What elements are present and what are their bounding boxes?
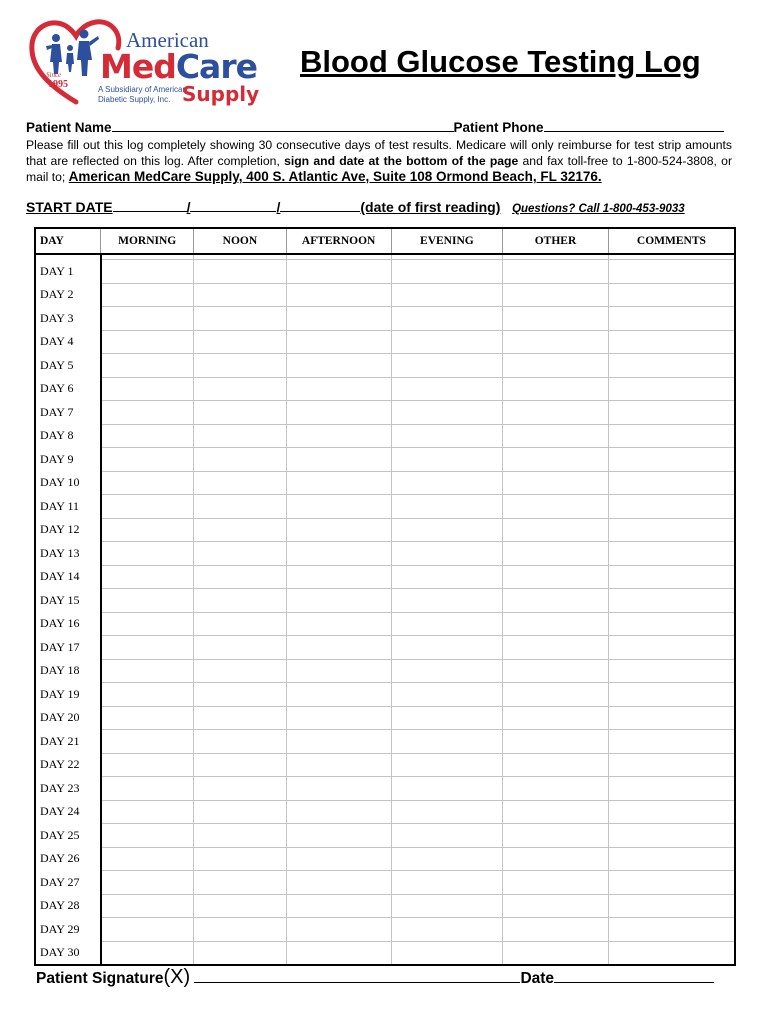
reading-cell[interactable]	[194, 659, 287, 683]
reading-cell[interactable]	[608, 730, 735, 754]
signature-field[interactable]	[194, 982, 520, 983]
questions-phone: Questions? Call 1-800-453-9033	[512, 203, 685, 215]
reading-cell[interactable]	[194, 847, 287, 871]
reading-cell[interactable]	[194, 542, 287, 566]
day-label-cell: DAY 25	[35, 824, 101, 848]
logo-medcare-text	[100, 47, 257, 86]
reading-cell[interactable]	[194, 471, 287, 495]
reading-cell[interactable]	[503, 448, 609, 472]
column-header: EVENING	[391, 228, 503, 254]
day-label-cell: DAY 28	[35, 894, 101, 918]
reading-cell[interactable]	[503, 565, 609, 589]
reading-cell[interactable]	[286, 800, 391, 824]
reading-cell[interactable]	[286, 824, 391, 848]
reading-cell[interactable]	[101, 612, 194, 636]
reading-cell[interactable]	[286, 941, 391, 965]
reading-cell[interactable]	[391, 636, 503, 660]
reading-cell[interactable]	[503, 871, 609, 895]
day-label-cell: DAY 22	[35, 753, 101, 777]
table-row	[35, 307, 735, 331]
start-date-day-field[interactable]	[190, 211, 276, 212]
table-row	[35, 753, 735, 777]
reading-cell[interactable]	[391, 941, 503, 965]
reading-cell[interactable]	[608, 518, 735, 542]
table-row	[35, 730, 735, 754]
reading-cell[interactable]	[503, 589, 609, 613]
table-row	[35, 824, 735, 848]
reading-cell[interactable]	[391, 659, 503, 683]
reading-cell[interactable]	[503, 777, 609, 801]
reading-cell[interactable]	[101, 518, 194, 542]
reading-cell[interactable]	[503, 518, 609, 542]
table-row	[35, 847, 735, 871]
reading-cell[interactable]	[194, 518, 287, 542]
day-label-cell: DAY 12	[35, 518, 101, 542]
table-row	[35, 260, 735, 284]
reading-cell[interactable]	[608, 260, 735, 284]
page-title: Blood Glucose Testing Log	[300, 44, 701, 79]
reading-cell[interactable]	[391, 518, 503, 542]
column-header: MORNING	[101, 228, 194, 254]
logo-american-text: American	[126, 28, 209, 52]
day-label-cell: DAY 30	[35, 941, 101, 965]
date-slash-2: /	[276, 199, 281, 215]
table-row	[35, 918, 735, 942]
reading-cell[interactable]	[286, 283, 391, 307]
table-row	[35, 589, 735, 613]
reading-cell[interactable]	[194, 260, 287, 284]
signature-label: Patient Signature	[36, 970, 164, 987]
reading-cell[interactable]	[503, 471, 609, 495]
reading-cell[interactable]	[194, 565, 287, 589]
reading-cell[interactable]	[194, 871, 287, 895]
table-row	[35, 354, 735, 378]
reading-cell[interactable]	[194, 683, 287, 707]
reading-cell[interactable]	[101, 377, 194, 401]
reading-cell[interactable]	[286, 307, 391, 331]
reading-cell[interactable]	[286, 894, 391, 918]
patient-phone-label: Patient Phone	[453, 120, 544, 135]
reading-cell[interactable]	[101, 401, 194, 425]
reading-cell[interactable]	[101, 847, 194, 871]
reading-cell[interactable]	[101, 706, 194, 730]
reading-cell[interactable]	[503, 283, 609, 307]
day-label-cell: DAY 29	[35, 918, 101, 942]
reading-cell[interactable]	[608, 871, 735, 895]
instructions-text-1: Please fill out this log completely showing 30 consecutive days of test results. Medicare will only reimburse for test strip amounts that are reflected on this log. After completion,	[26, 138, 732, 168]
reading-cell[interactable]	[391, 424, 503, 448]
reading-cell[interactable]	[391, 542, 503, 566]
reading-cell[interactable]	[391, 354, 503, 378]
table-row	[35, 659, 735, 683]
day-label-cell: DAY 5	[35, 354, 101, 378]
day-label-cell: DAY 20	[35, 706, 101, 730]
reading-cell[interactable]	[503, 377, 609, 401]
company-logo	[26, 14, 260, 106]
day-label-cell: DAY 1	[35, 260, 101, 284]
reading-cell[interactable]	[286, 589, 391, 613]
day-label-cell: DAY 8	[35, 424, 101, 448]
reading-cell[interactable]	[194, 330, 287, 354]
reading-cell[interactable]	[194, 918, 287, 942]
table-row	[35, 283, 735, 307]
column-header: DAY	[35, 228, 101, 254]
reading-cell[interactable]	[101, 307, 194, 331]
reading-cell[interactable]	[286, 260, 391, 284]
reading-cell[interactable]	[286, 918, 391, 942]
reading-cell[interactable]	[503, 730, 609, 754]
reading-cell[interactable]	[608, 542, 735, 566]
reading-cell[interactable]	[391, 753, 503, 777]
day-label-cell: DAY 10	[35, 471, 101, 495]
reading-cell[interactable]	[194, 800, 287, 824]
reading-cell[interactable]	[391, 471, 503, 495]
signature-date-field[interactable]	[554, 982, 714, 983]
column-header: COMMENTS	[608, 228, 735, 254]
reading-cell[interactable]	[101, 354, 194, 378]
reading-cell[interactable]	[503, 307, 609, 331]
day-label-cell: DAY 4	[35, 330, 101, 354]
reading-cell[interactable]	[391, 918, 503, 942]
reading-cell[interactable]	[391, 307, 503, 331]
reading-cell[interactable]	[286, 377, 391, 401]
reading-cell[interactable]	[391, 612, 503, 636]
day-label-cell: DAY 3	[35, 307, 101, 331]
reading-cell[interactable]	[286, 871, 391, 895]
logo-since-text: Since	[46, 71, 62, 79]
reading-cell[interactable]	[503, 753, 609, 777]
reading-cell[interactable]	[286, 636, 391, 660]
reading-cell[interactable]	[286, 401, 391, 425]
reading-cell[interactable]	[286, 847, 391, 871]
reading-cell[interactable]	[194, 824, 287, 848]
reading-cell[interactable]	[101, 589, 194, 613]
reading-cell[interactable]	[608, 589, 735, 613]
reading-cell[interactable]	[608, 636, 735, 660]
reading-cell[interactable]	[194, 941, 287, 965]
reading-cell[interactable]	[503, 683, 609, 707]
patient-name-label: Patient Name	[26, 120, 112, 135]
reading-cell[interactable]	[608, 659, 735, 683]
reading-cell[interactable]	[391, 777, 503, 801]
start-date-month-field[interactable]	[113, 211, 187, 212]
reading-cell[interactable]	[503, 659, 609, 683]
reading-cell[interactable]	[286, 706, 391, 730]
patient-phone-field[interactable]	[544, 131, 724, 132]
reading-cell[interactable]	[391, 260, 503, 284]
reading-cell[interactable]	[503, 424, 609, 448]
day-label-cell: DAY 21	[35, 730, 101, 754]
reading-cell[interactable]	[391, 894, 503, 918]
reading-cell[interactable]	[503, 260, 609, 284]
reading-cell[interactable]	[608, 471, 735, 495]
day-label-cell: DAY 26	[35, 847, 101, 871]
instructions-bold-text: sign and date at the bottom of the page	[284, 154, 519, 168]
reading-cell[interactable]	[286, 777, 391, 801]
instructions-text-2: and fax toll-free to 1-800-524-3808, or mail to;	[26, 154, 733, 184]
reading-cell[interactable]	[101, 730, 194, 754]
reading-cell[interactable]	[101, 777, 194, 801]
reading-cell[interactable]	[391, 377, 503, 401]
reading-cell[interactable]	[608, 401, 735, 425]
reading-cell[interactable]	[101, 824, 194, 848]
reading-cell[interactable]	[608, 800, 735, 824]
reading-cell[interactable]	[194, 495, 287, 519]
reading-cell[interactable]	[286, 612, 391, 636]
day-label-cell: DAY 19	[35, 683, 101, 707]
start-date-label: START DATE	[26, 199, 113, 215]
reading-cell[interactable]	[286, 448, 391, 472]
logo-supply-text: Supply	[182, 82, 260, 106]
reading-cell[interactable]	[391, 706, 503, 730]
reading-cell[interactable]	[391, 401, 503, 425]
reading-cell[interactable]	[194, 589, 287, 613]
reading-cell[interactable]	[286, 730, 391, 754]
reading-cell[interactable]	[286, 565, 391, 589]
signature-row	[36, 966, 742, 989]
reading-cell[interactable]	[608, 565, 735, 589]
reading-cell[interactable]	[503, 941, 609, 965]
reading-cell[interactable]	[391, 330, 503, 354]
reading-cell[interactable]	[391, 800, 503, 824]
reading-cell[interactable]	[286, 542, 391, 566]
table-row	[35, 471, 735, 495]
table-row	[35, 518, 735, 542]
day-label-cell: DAY 15	[35, 589, 101, 613]
reading-cell[interactable]	[194, 307, 287, 331]
reading-cell[interactable]	[608, 918, 735, 942]
reading-cell[interactable]	[286, 354, 391, 378]
table-row	[35, 800, 735, 824]
reading-cell[interactable]	[101, 683, 194, 707]
reading-cell[interactable]	[101, 471, 194, 495]
reading-cell[interactable]	[101, 941, 194, 965]
reading-cell[interactable]	[194, 753, 287, 777]
reading-cell[interactable]	[503, 636, 609, 660]
logo-med-text: Med	[100, 47, 176, 86]
column-header: AFTERNOON	[286, 228, 391, 254]
day-label-cell: DAY 13	[35, 542, 101, 566]
reading-cell[interactable]	[194, 894, 287, 918]
reading-cell[interactable]	[503, 330, 609, 354]
signature-x-mark: (X)	[163, 966, 191, 988]
reading-cell[interactable]	[286, 518, 391, 542]
table-row	[35, 424, 735, 448]
reading-cell[interactable]	[608, 377, 735, 401]
day-label-cell: DAY 18	[35, 659, 101, 683]
reading-cell[interactable]	[503, 542, 609, 566]
reading-cell[interactable]	[608, 941, 735, 965]
table-row	[35, 377, 735, 401]
glucose-log-table	[34, 227, 736, 966]
reading-cell[interactable]	[101, 283, 194, 307]
reading-cell[interactable]	[101, 565, 194, 589]
reading-cell[interactable]	[194, 636, 287, 660]
reading-cell[interactable]	[608, 330, 735, 354]
reading-cell[interactable]	[503, 401, 609, 425]
table-row	[35, 777, 735, 801]
reading-cell[interactable]	[194, 706, 287, 730]
logo-year-text: 1995	[48, 79, 68, 90]
table-row	[35, 401, 735, 425]
table-body	[35, 254, 735, 965]
start-date-row	[26, 199, 732, 215]
reading-cell[interactable]	[101, 448, 194, 472]
reading-cell[interactable]	[391, 589, 503, 613]
instructions-paragraph	[26, 137, 732, 185]
table-row	[35, 330, 735, 354]
day-label-cell: DAY 17	[35, 636, 101, 660]
reading-cell[interactable]	[391, 683, 503, 707]
column-header: NOON	[194, 228, 287, 254]
reading-cell[interactable]	[101, 495, 194, 519]
reading-cell[interactable]	[608, 894, 735, 918]
date-slash-1: /	[186, 199, 191, 215]
reading-cell[interactable]	[503, 824, 609, 848]
reading-cell[interactable]	[608, 354, 735, 378]
reading-cell[interactable]	[194, 424, 287, 448]
reading-cell[interactable]	[286, 753, 391, 777]
reading-cell[interactable]	[608, 283, 735, 307]
reading-cell[interactable]	[391, 448, 503, 472]
day-label-cell: DAY 23	[35, 777, 101, 801]
reading-cell[interactable]	[194, 612, 287, 636]
reading-cell[interactable]	[608, 612, 735, 636]
reading-cell[interactable]	[391, 871, 503, 895]
reading-cell[interactable]	[286, 471, 391, 495]
reading-cell[interactable]	[101, 424, 194, 448]
reading-cell[interactable]	[608, 495, 735, 519]
day-label-cell: DAY 16	[35, 612, 101, 636]
reading-cell[interactable]	[503, 354, 609, 378]
reading-cell[interactable]	[503, 918, 609, 942]
reading-cell[interactable]	[286, 424, 391, 448]
reading-cell[interactable]	[503, 894, 609, 918]
day-label-cell: DAY 7	[35, 401, 101, 425]
reading-cell[interactable]	[101, 260, 194, 284]
patient-name-field[interactable]	[112, 131, 454, 132]
reading-cell[interactable]	[286, 659, 391, 683]
table-header-row	[35, 228, 735, 254]
day-label-cell: DAY 2	[35, 283, 101, 307]
mailing-address: American MedCare Supply, 400 S. Atlantic Ave, Suite 108 Ormond Beach, FL 32176.	[68, 169, 602, 184]
reading-cell[interactable]	[391, 824, 503, 848]
table-row	[35, 683, 735, 707]
first-reading-note: (date of first reading)	[360, 199, 501, 215]
column-header: OTHER	[503, 228, 609, 254]
reading-cell[interactable]	[101, 894, 194, 918]
reading-cell[interactable]	[194, 730, 287, 754]
table-row	[35, 612, 735, 636]
reading-cell[interactable]	[101, 753, 194, 777]
reading-cell[interactable]	[101, 800, 194, 824]
day-label-cell: DAY 9	[35, 448, 101, 472]
reading-cell[interactable]	[101, 659, 194, 683]
reading-cell[interactable]	[286, 495, 391, 519]
day-label-cell: DAY 6	[35, 377, 101, 401]
reading-cell[interactable]	[391, 565, 503, 589]
table-row	[35, 495, 735, 519]
reading-cell[interactable]	[194, 777, 287, 801]
reading-cell[interactable]	[194, 354, 287, 378]
reading-cell[interactable]	[503, 612, 609, 636]
day-label-cell: DAY 27	[35, 871, 101, 895]
reading-cell[interactable]	[608, 753, 735, 777]
reading-cell[interactable]	[101, 542, 194, 566]
reading-cell[interactable]	[608, 847, 735, 871]
reading-cell[interactable]	[503, 847, 609, 871]
reading-cell[interactable]	[608, 307, 735, 331]
day-label-cell: DAY 11	[35, 495, 101, 519]
start-date-year-field[interactable]	[280, 211, 360, 212]
logo-subsidiary-text: A Subsidiary of American Diabetic Supply, Inc.	[98, 85, 187, 104]
table-row	[35, 941, 735, 965]
day-label-cell: DAY 14	[35, 565, 101, 589]
reading-cell[interactable]	[608, 424, 735, 448]
reading-cell[interactable]	[503, 800, 609, 824]
reading-cell[interactable]	[608, 824, 735, 848]
reading-cell[interactable]	[503, 495, 609, 519]
table-row	[35, 565, 735, 589]
reading-cell[interactable]	[286, 683, 391, 707]
reading-cell[interactable]	[608, 706, 735, 730]
table-row	[35, 894, 735, 918]
reading-cell[interactable]	[194, 283, 287, 307]
reading-cell[interactable]	[101, 918, 194, 942]
reading-cell[interactable]	[391, 847, 503, 871]
reading-cell[interactable]	[194, 377, 287, 401]
table-row	[35, 542, 735, 566]
reading-cell[interactable]	[194, 401, 287, 425]
reading-cell[interactable]	[391, 495, 503, 519]
table-row	[35, 706, 735, 730]
table-row	[35, 448, 735, 472]
reading-cell[interactable]	[194, 448, 287, 472]
table-row	[35, 871, 735, 895]
day-label-cell: DAY 24	[35, 800, 101, 824]
logo-care-text: Care	[175, 47, 257, 86]
reading-cell[interactable]	[101, 330, 194, 354]
reading-cell[interactable]	[503, 706, 609, 730]
reading-cell[interactable]	[286, 330, 391, 354]
patient-info-row	[26, 120, 732, 135]
table-row	[35, 636, 735, 660]
date-label: Date	[520, 970, 555, 987]
reading-cell[interactable]	[101, 636, 194, 660]
reading-cell[interactable]	[608, 448, 735, 472]
reading-cell[interactable]	[101, 871, 194, 895]
reading-cell[interactable]	[608, 777, 735, 801]
reading-cell[interactable]	[608, 683, 735, 707]
reading-cell[interactable]	[391, 730, 503, 754]
reading-cell[interactable]	[391, 283, 503, 307]
